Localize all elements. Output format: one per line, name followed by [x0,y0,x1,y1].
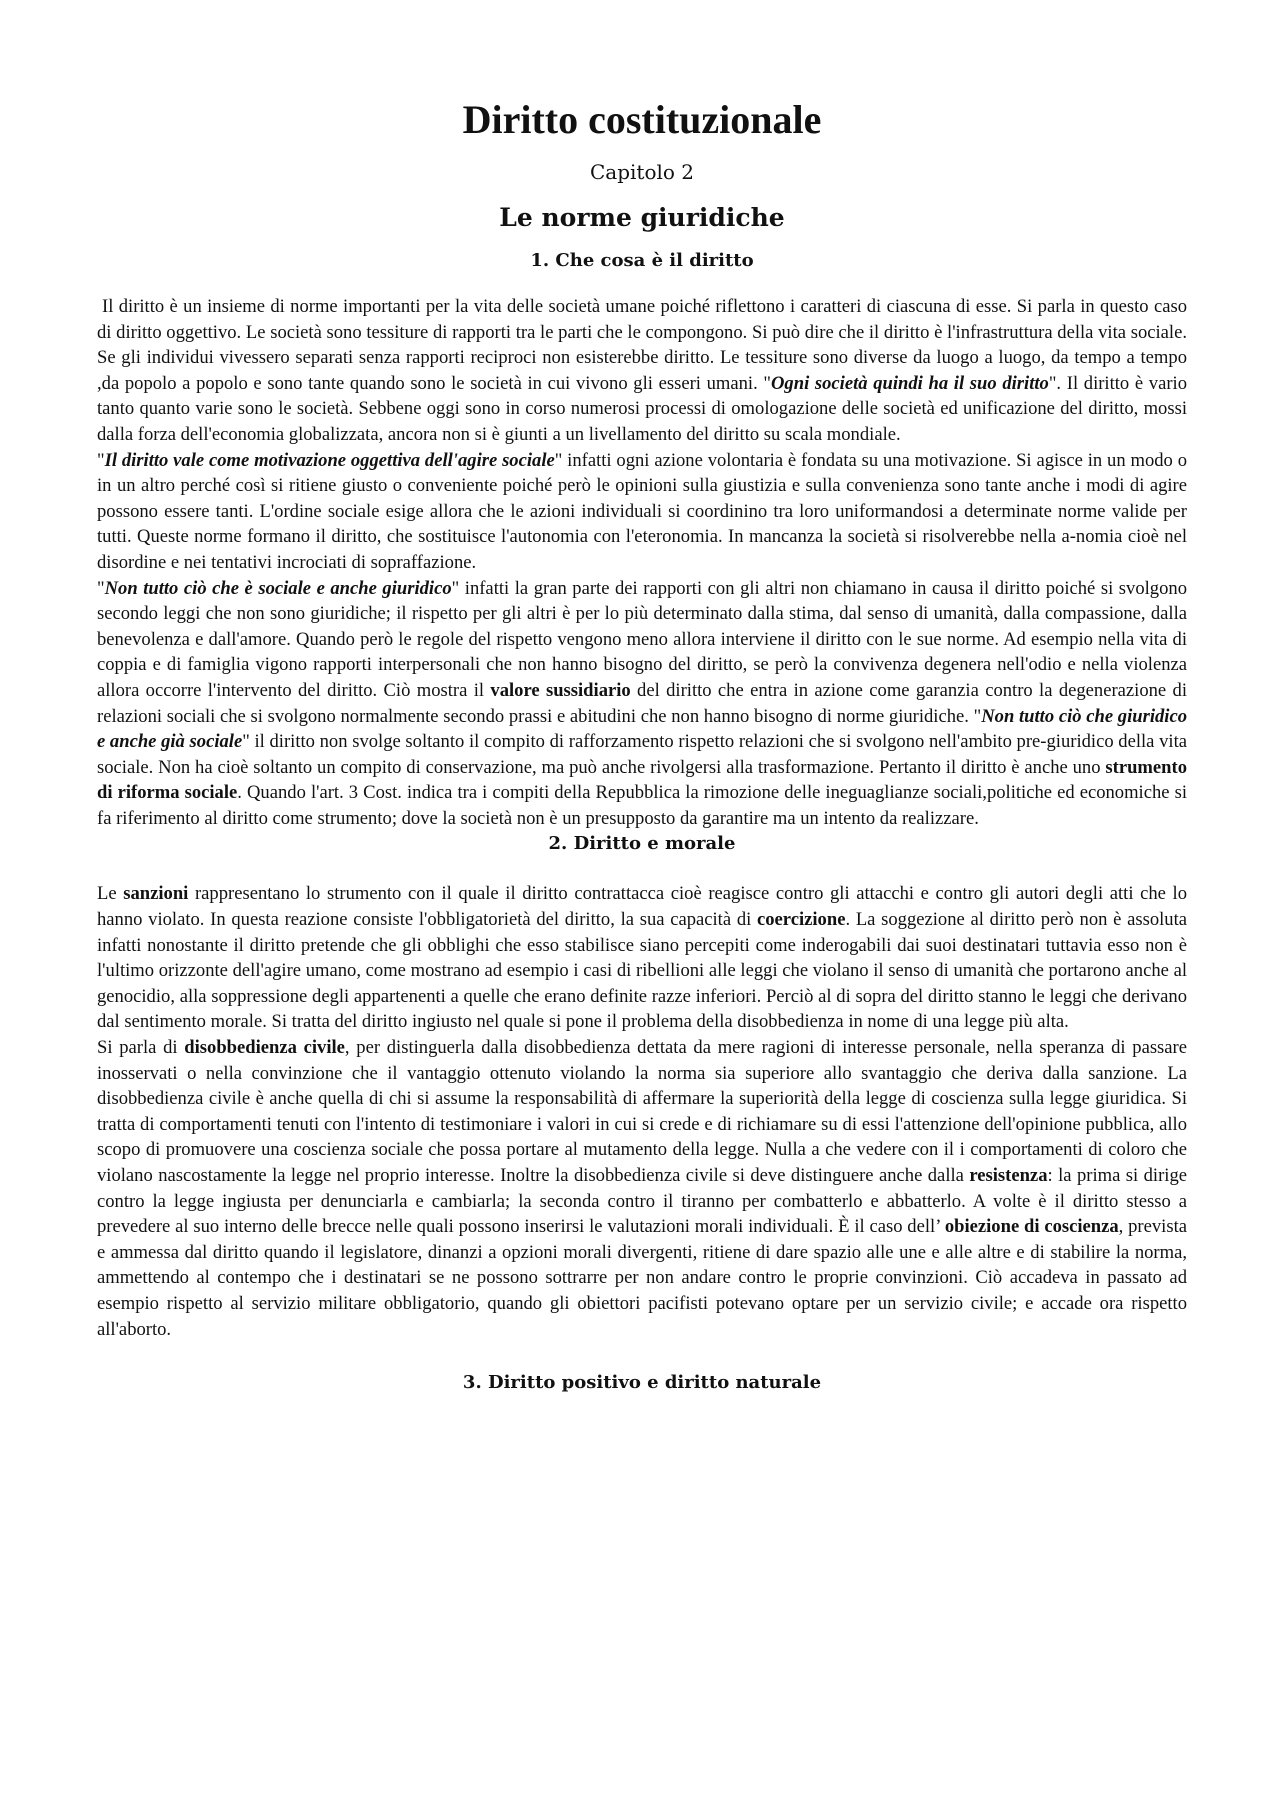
text-run: Il diritto è un insieme di norme importanti per la vita delle società umane poiché riflettono i caratteri di ciascuna di esse. Si parla in questo caso di diritto oggettivo. Le società sono tessiture di rapporti tra le parti che le compongono. Si può dire che il diritto è l'infrastruttura della vita sociale. Se gli individui vivessero separati senza rapporti reciproci non esisterebbe diritto. Le tessiture sono diverse da luogo a luogo, da tempo a tempo ,da popolo a popolo e sono tante quando sono le società in cui vivono gli esseri umani. " [97,296,1187,394]
text-run: del diritto che entra in azione come garanzia contro la degenerazione di relazioni sociali che si svolgono normalmente secondo prassi e abitudini che non hanno bisogno di norme giuridiche. " [97,679,1187,727]
text-run: , per distinguerla dalla disobbedienza dettata da mere ragioni di interesse personale, nella speranza di passare inosservati o nella convinzione che il vantaggio ottenuto violando la norma sia superiore allo svantaggio che deriva dalla sanzione. La disobbedienza civile è anche quella di chi si assume la responsabilità di affermare la superiorità della legge di coscienza sulla legge giuridica. Si tratta di comportamenti tenuti con l'intento di testimoniare i valori in cui si crede e di richiamare su di essi l'attenzione dell'opinione pubblica, allo scopo di promuovere una coscienza sociale che possa portare al mutamento della legge. Nulla a che vedere con il i comportamenti di coloro che violano nascostamente la legge nel proprio interesse. Inoltre la disobbedienza civile si deve distinguere anche dalla [97,1037,1187,1186]
section2-paragraph-2 [97,1035,1187,1342]
text-run: " [97,577,105,599]
bold-term: resistenza [969,1165,1048,1186]
quote-emphasis: Ogni società quindi ha il suo diritto [771,372,1049,394]
text-run: : la prima si dirige contro la legge ingiusta per denunciarla e cambiarla; la seconda contro il tiranno per combatterlo e abbatterlo. A volte è il diritto stesso a prevedere al suo interno delle brecce nelle quali possono inserirsi le valutazioni morali individuali. È il caso dell’ [97,1165,1187,1238]
text-run: . Quando l'art. 3 Cost. indica tra i compiti della Repubblica la rimozione delle ineguaglianze sociali,politiche ed economiche si fa riferimento al diritto come strumento; dove la società non è un presupposto da garantire ma un intento da realizzare. [97,782,1188,829]
chapter-label: Capitolo 2 [589,160,695,184]
text-run: " [97,449,105,471]
section-heading-1: 1. Che cosa è il diritto [530,250,754,271]
bold-term: obiezione di coscienza [944,1216,1119,1238]
text-run: ". Il diritto è vario tanto quanto varie sono le società. Sebbene oggi sono in corso numerosi processi di omologazione delle società ed unificazione del diritto, mossi dalla forza dell'economia globalizzata, ancora non si è giunti a un livellamento del diritto su scala mondiale. [97,372,1188,445]
section-heading-3: 3. Diritto positivo e diritto naturale [462,1372,822,1394]
bold-term: valore sussidiario [490,679,631,701]
text-run: " infatti la gran parte dei rapporti con gli altri non chiamano in causa il diritto poiché si svolgono secondo leggi che non sono giuridiche; il rispetto per gli altri è per lo più determinato dalla stima, dal senso di umanità, dalla compassione, dalla benevolenza e dall'amore. Quando però le regole del rispetto vengono meno allora interviene il diritto con le sue norme. Ad esempio nella vita di coppia e di famiglia vigono rapporti interpersonali che non hanno bisogno del diritto, se però la convivenza degenera nell'odio e nella violenza allora occorre l'intervento del diritto. Ciò mostra il [97,577,1187,701]
section1-paragraph-2 [97,448,1187,576]
text-run: , prevista e ammessa dal diritto quando il legislatore, dinanzi a opzioni morali divergenti, ritiene di dare spazio alle une e alle altre e di stabilire la norma, ammettendo al contempo che i destinatari se ne possono sottrarre per non andare contro le proprie convinzioni. Ciò accadeva in passato ad esempio rispetto al servizio militare obbligatorio, quando gli obiettori pacifisti potevano optare per un servizio civile; e accade ora rispetto all'aborto. [97,1216,1187,1340]
spacer [97,1342,1187,1370]
bold-term: coercizione [757,909,846,931]
text-run: Le [97,883,124,905]
bold-term: strumento di riforma sociale [97,756,1187,804]
text-run: " infatti ogni azione volontaria è fondata su una motivazione. Si agisce in un modo o in un altro perché così si ritiene giusto o conveniente poiché però le opinioni sulla giustizia e sulla convenienza sono tante anche i modi di agire possono essere tanti. L'ordine sociale esige allora che le azioni individuali si coordinino tra loro uniformandosi a determinate norme valide per tutti. Queste norme formano il diritto, che sostituisce l'autonomia con l'eteronomia. In mancanza la società si risolverebbe nella a-nomia cioè nel disordine e nei tentativi incrociati di sopraffazione. [97,449,1187,573]
text-run: . La soggezione al diritto però non è assoluta infatti nonostante il diritto pretende che gli obblighi che esso stabilisce siano percepiti come inderogabili dai suoi destinatari tuttavia esso non è l'ultimo orizzonte dell'agire umano, come mostrano ad esempio i casi di ribellioni alle leggi che violano il senso di umanità che portarono anche al genocidio, alla soppressione degli appartenenti a quelle che erano definite razze inferiori. Perciò al di sopra del diritto stanno le leggi che derivano dal sentimento morale. Si tratta del diritto ingiusto nel quale si pone il problema della disobbedienza in nome di una legge più alta. [97,909,1188,1033]
text-run: rappresentano lo strumento con il quale il diritto contrattacca cioè reagisce contro gli attacchi e contro gli autori degli atti che lo hanno violato. In questa reazione consiste l'obbligatorietà del diritto, la sua capacità di [97,883,1188,931]
section1-paragraph-1 [97,294,1187,448]
section2-paragraph-1 [97,881,1187,1035]
quote-emphasis: Il diritto vale come motivazione oggettiva dell'agire sociale [104,449,555,471]
bold-term: disobbedienza civile [184,1037,345,1059]
spacer [97,857,1187,881]
text-run: " il diritto non svolge soltanto il compito di rafforzamento rispetto relazioni che si svolgono nell'ambito pre-giuridico della vita sociale. Non ha cioè soltanto un compito di conservazione, ma può anche rivolgersi alla trasformazione. Pertanto il diritto è anche uno [97,731,1187,778]
text-run: Si parla di [97,1037,185,1059]
bold-term: sanzioni [123,883,189,905]
section1-paragraph-3 [97,576,1187,832]
section-heading-2: 2. Diritto e morale [548,833,736,855]
document-title: Diritto costituzionale [462,97,822,142]
quote-emphasis: Non tutto ciò che è sociale e anche giuridico [104,577,452,599]
quote-emphasis: Non tutto ciò che giuridico e anche già sociale [97,705,1187,753]
document-page [97,96,1187,1396]
chapter-title: Le norme giuridiche [499,203,785,232]
